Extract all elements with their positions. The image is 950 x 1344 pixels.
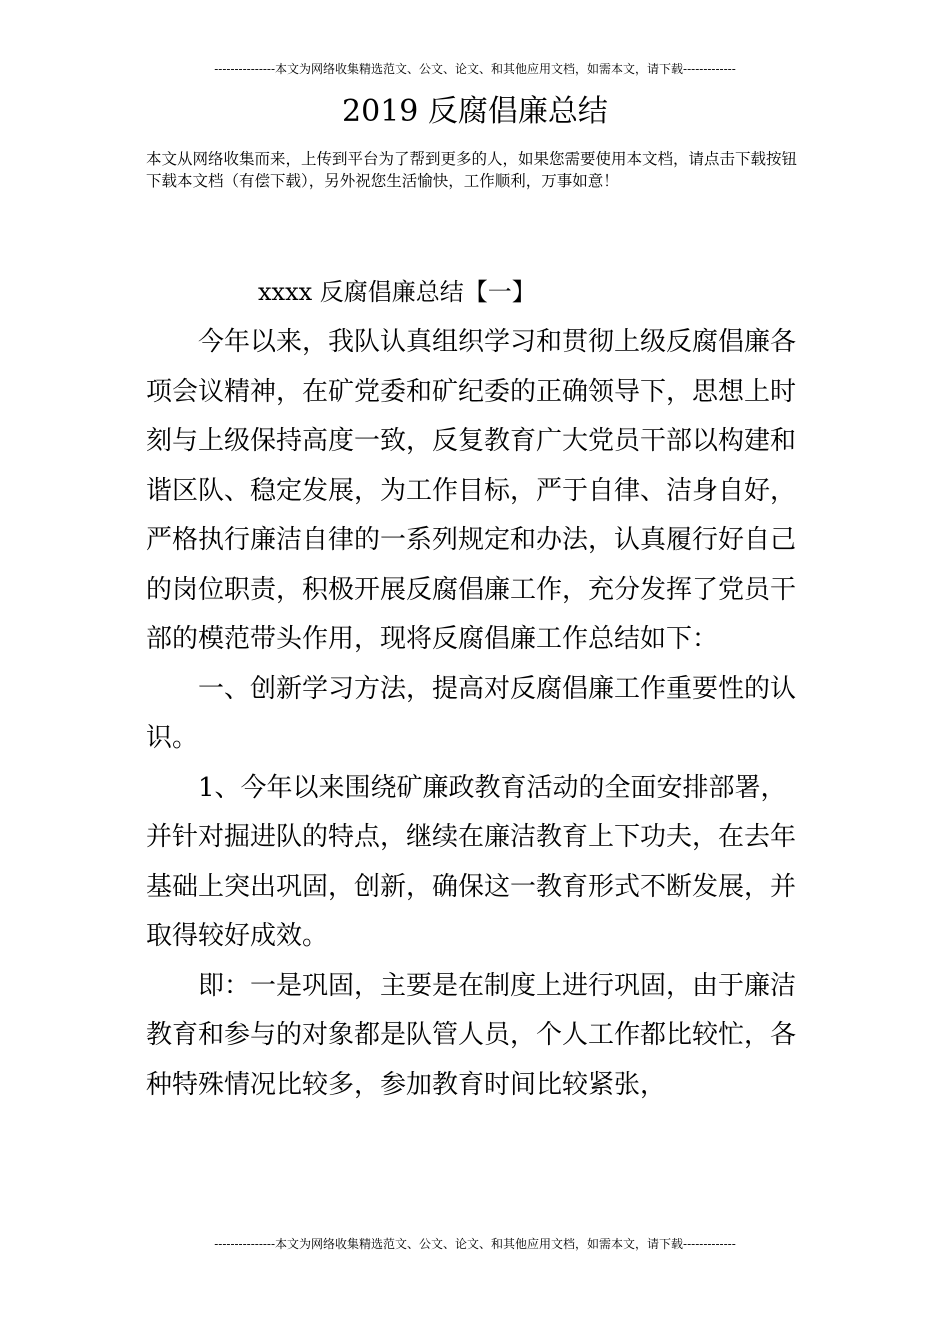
body-paragraph: 今年以来，我队认真组织学习和贯彻上级反腐倡廉各项会议精神，在矿党委和矿纪委的正确领导下，思想上时刻与上级保持高度一致，反复教育广大党员干部以构建和谐区队、稳定发展，为工作目标，严于自律、洁身自好，严格执行廉洁自律的一系列规定和办法，认真履行好自己的岗位职责，积极开展反腐倡廉工作，充分发挥了党员干部的模范带头作用，现将反腐倡廉工作总结如下：: [146, 327, 797, 654]
page-footer-note: ---------------本文为网络收集精选范文、公文、论文、和其他应用文档，如需本文，请下载-------------: [214, 1237, 736, 1251]
intro-paragraph: 本文从网络收集而来，上传到平台为了帮到更多的人，如果您需要使用本文档，请点击下载按钮下载本文档（有偿下载），另外祝您生活愉快，工作顺利，万事如意！: [146, 150, 798, 190]
body-paragraph: 1、今年以来围绕矿廉政教育活动的全面安排部署，并针对掘进队的特点，继续在廉洁教育上下功夫，在去年基础上突出巩固，创新，确保这一教育形式不断发展，并取得较好成效。: [146, 772, 797, 951]
page-header-note: ---------------本文为网络收集精选范文、公文、论文、和其他应用文档，如需本文，请下载-------------: [214, 62, 736, 76]
body-text: [146, 318, 810, 1110]
body-paragraph: 即：一是巩固，主要是在制度上进行巩固，由于廉洁教育和参与的对象都是队管人员，个人工作都比较忙，各种特殊情况比较多，参加教育时间比较紧张，: [146, 970, 797, 1100]
document-title: 2019 反腐倡廉总结: [342, 94, 608, 129]
section-heading: xxxx 反腐倡廉总结【一】: [258, 278, 536, 306]
body-paragraph: 一、创新学习方法，提高对反腐倡廉工作重要性的认识。: [146, 673, 797, 753]
